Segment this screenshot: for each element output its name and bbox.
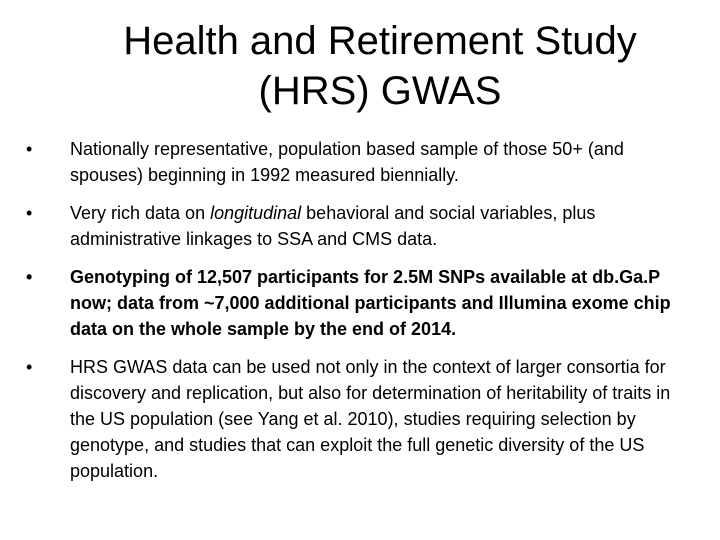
bullet-point-icon: •: [26, 139, 33, 159]
bullet-text-4: HRS GWAS data can be used not only in the context of larger consortia for discovery and replication, but also for determination of heritability of traits in the US population (see Yang et al. 2010), studies requiring selection by genotype, and studies that can exploit the full genetic diversity of the US population.: [70, 357, 671, 481]
slide-title-line-1: Health and Retirement Study: [123, 19, 637, 63]
bullet-item-3: [26, 264, 694, 342]
bullet-item-4: [26, 354, 694, 484]
bullet-text-2-after: behavioral and social variables, plus administrative linkages to SSA and CMS data.: [70, 203, 596, 249]
slide-title: [60, 16, 700, 116]
bullet-text-2-emphasis: longitudinal: [210, 203, 302, 223]
bullet-point-icon: •: [26, 267, 33, 287]
bullet-item-1: [26, 136, 694, 188]
slide-title-line-2: (HRS) GWAS: [258, 69, 502, 113]
bullet-point-icon: •: [26, 357, 33, 377]
bullet-item-2: [26, 200, 694, 252]
bullet-text-1: Nationally representative, population based sample of those 50+ (and spouses) beginning in 1992 measured biennially.: [70, 139, 624, 185]
bullet-point-icon: •: [26, 203, 33, 223]
bullet-text-3: Genotyping of 12,507 participants for 2.5M SNPs available at db.Ga.P now; data from ~7,000 additional participants and Illumina exome chip data on the whole sample by the end of 2014.: [70, 267, 671, 339]
bullet-text-2-before: Very rich data on: [70, 203, 211, 223]
bullet-list: [26, 136, 694, 496]
